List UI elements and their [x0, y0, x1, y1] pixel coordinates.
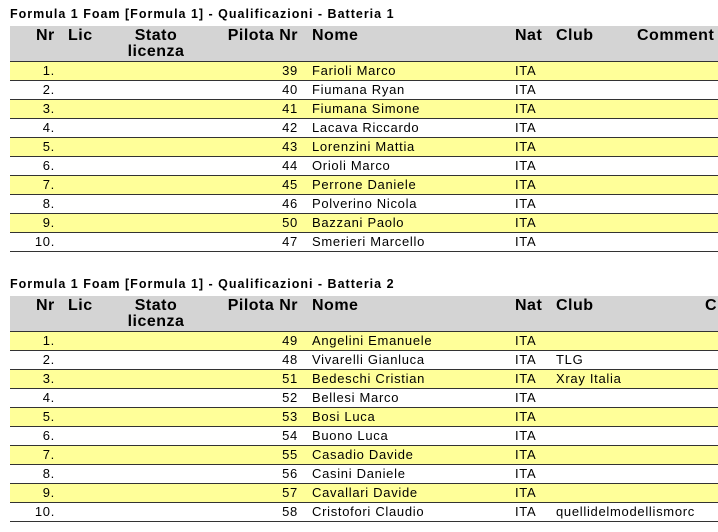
column-header-club: Club — [556, 27, 594, 44]
club-cell: TLG — [556, 352, 584, 367]
pilota-nr-cell: 45 — [282, 177, 298, 192]
table-row — [10, 81, 718, 100]
nationality-cell: ITA — [515, 139, 537, 154]
nationality-cell: ITA — [515, 428, 537, 443]
column-header-lic: Lic — [68, 297, 93, 314]
nationality-cell: ITA — [515, 466, 537, 481]
table-header — [10, 26, 718, 62]
position-cell: 7. — [42, 177, 55, 192]
column-header-nome: Nome — [312, 27, 359, 44]
table-row — [10, 138, 718, 157]
pilota-nr-cell: 56 — [282, 466, 298, 481]
table-row — [10, 119, 718, 138]
table-row — [10, 157, 718, 176]
driver-name-cell: Bosi Luca — [312, 409, 376, 424]
nationality-cell: ITA — [515, 504, 537, 519]
nationality-cell: ITA — [515, 409, 537, 424]
table-row — [10, 233, 718, 252]
position-cell: 8. — [42, 466, 55, 481]
nationality-cell: ITA — [515, 63, 537, 78]
nationality-cell: ITA — [515, 196, 537, 211]
pilota-nr-cell: 55 — [282, 447, 298, 462]
position-cell: 4. — [42, 390, 55, 405]
pilota-nr-cell: 41 — [282, 101, 298, 116]
position-cell: 2. — [42, 352, 55, 367]
column-header-pilota-nr: Pilota Nr — [227, 27, 298, 44]
driver-name-cell: Smerieri Marcello — [312, 234, 426, 249]
driver-name-cell: Cristofori Claudio — [312, 504, 425, 519]
driver-name-cell: Bedeschi Cristian — [312, 371, 426, 386]
driver-name-cell: Casini Daniele — [312, 466, 406, 481]
position-cell: 6. — [42, 158, 55, 173]
table-row — [10, 62, 718, 81]
column-header-pilota-nr: Pilota Nr — [227, 297, 298, 314]
pilota-nr-cell: 50 — [282, 215, 298, 230]
table-row — [10, 465, 718, 484]
nationality-cell: ITA — [515, 177, 537, 192]
driver-name-cell: Perrone Daniele — [312, 177, 417, 192]
heat-title: Formula 1 Foam [Formula 1] - Qualificazioni - Batteria 1 — [10, 7, 395, 21]
nationality-cell: ITA — [515, 371, 537, 386]
position-cell: 10. — [34, 234, 55, 249]
heat-2-section — [0, 270, 718, 532]
nationality-cell: ITA — [515, 234, 537, 249]
nationality-cell: ITA — [515, 447, 537, 462]
club-cell: quellidelmodellismorc — [556, 504, 695, 519]
column-header-stato-line-2: licenza — [127, 43, 185, 60]
column-header-nr: Nr — [36, 297, 55, 314]
position-cell: 9. — [42, 215, 55, 230]
pilota-nr-cell: 54 — [282, 428, 298, 443]
table-row — [10, 446, 718, 465]
position-cell: 3. — [42, 371, 55, 386]
table-row — [10, 408, 718, 427]
position-cell: 8. — [42, 196, 55, 211]
column-header-nat: Nat — [515, 27, 543, 44]
nationality-cell: ITA — [515, 390, 537, 405]
position-cell: 5. — [42, 139, 55, 154]
pilota-nr-cell: 57 — [282, 485, 298, 500]
driver-name-cell: Angelini Emanuele — [312, 333, 433, 348]
pilota-nr-cell: 49 — [282, 333, 298, 348]
column-header-lic: Lic — [68, 27, 93, 44]
driver-name-cell: Vivarelli Gianluca — [312, 352, 425, 367]
position-cell: 10. — [34, 504, 55, 519]
results-table-body — [10, 332, 718, 522]
position-cell: 9. — [42, 485, 55, 500]
table-row — [10, 370, 718, 389]
position-cell: 4. — [42, 120, 55, 135]
position-cell: 5. — [42, 409, 55, 424]
nationality-cell: ITA — [515, 158, 537, 173]
table-row — [10, 389, 718, 408]
nationality-cell: ITA — [515, 101, 537, 116]
column-header-stato-line-1: Stato — [134, 297, 178, 314]
driver-name-cell: Lacava Riccardo — [312, 120, 420, 135]
nationality-cell: ITA — [515, 120, 537, 135]
table-row — [10, 484, 718, 503]
position-cell: 7. — [42, 447, 55, 462]
heat-title: Formula 1 Foam [Formula 1] - Qualificazioni - Batteria 2 — [10, 277, 395, 291]
position-cell: 1. — [42, 333, 55, 348]
column-header-comment: C — [705, 297, 718, 314]
pilota-nr-cell: 46 — [282, 196, 298, 211]
column-header-nat: Nat — [515, 297, 543, 314]
pilota-nr-cell: 40 — [282, 82, 298, 97]
driver-name-cell: Casadio Davide — [312, 447, 414, 462]
nationality-cell: ITA — [515, 82, 537, 97]
table-row — [10, 176, 718, 195]
table-row — [10, 195, 718, 214]
table-row — [10, 100, 718, 119]
table-header — [10, 296, 718, 332]
driver-name-cell: Buono Luca — [312, 428, 389, 443]
driver-name-cell: Orioli Marco — [312, 158, 391, 173]
table-row — [10, 427, 718, 446]
position-cell: 6. — [42, 428, 55, 443]
driver-name-cell: Fiumana Simone — [312, 101, 421, 116]
driver-name-cell: Cavallari Davide — [312, 485, 418, 500]
pilota-nr-cell: 47 — [282, 234, 298, 249]
driver-name-cell: Polverino Nicola — [312, 196, 418, 211]
pilota-nr-cell: 53 — [282, 409, 298, 424]
nationality-cell: ITA — [515, 485, 537, 500]
pilota-nr-cell: 48 — [282, 352, 298, 367]
table-row — [10, 351, 718, 370]
pilota-nr-cell: 58 — [282, 504, 298, 519]
nationality-cell: ITA — [515, 352, 537, 367]
pilota-nr-cell: 39 — [282, 63, 298, 78]
pilota-nr-cell: 43 — [282, 139, 298, 154]
column-header-nr: Nr — [36, 27, 55, 44]
heat-1-section — [0, 0, 718, 262]
driver-name-cell: Lorenzini Mattia — [312, 139, 415, 154]
position-cell: 1. — [42, 63, 55, 78]
pilota-nr-cell: 51 — [282, 371, 298, 386]
driver-name-cell: Farioli Marco — [312, 63, 397, 78]
table-row — [10, 503, 718, 522]
driver-name-cell: Fiumana Ryan — [312, 82, 405, 97]
pilota-nr-cell: 42 — [282, 120, 298, 135]
position-cell: 2. — [42, 82, 55, 97]
column-header-club: Club — [556, 297, 594, 314]
nationality-cell: ITA — [515, 333, 537, 348]
driver-name-cell: Bazzani Paolo — [312, 215, 405, 230]
column-header-stato-line-1: Stato — [134, 27, 178, 44]
column-header-stato-line-2: licenza — [127, 313, 185, 330]
position-cell: 3. — [42, 101, 55, 116]
driver-name-cell: Bellesi Marco — [312, 390, 400, 405]
pilota-nr-cell: 52 — [282, 390, 298, 405]
column-header-comment: Comment — [637, 27, 715, 44]
pilota-nr-cell: 44 — [282, 158, 298, 173]
results-table-body — [10, 62, 718, 252]
column-header-nome: Nome — [312, 297, 359, 314]
table-row — [10, 332, 718, 351]
nationality-cell: ITA — [515, 215, 537, 230]
table-row — [10, 214, 718, 233]
club-cell: Xray Italia — [556, 371, 622, 386]
